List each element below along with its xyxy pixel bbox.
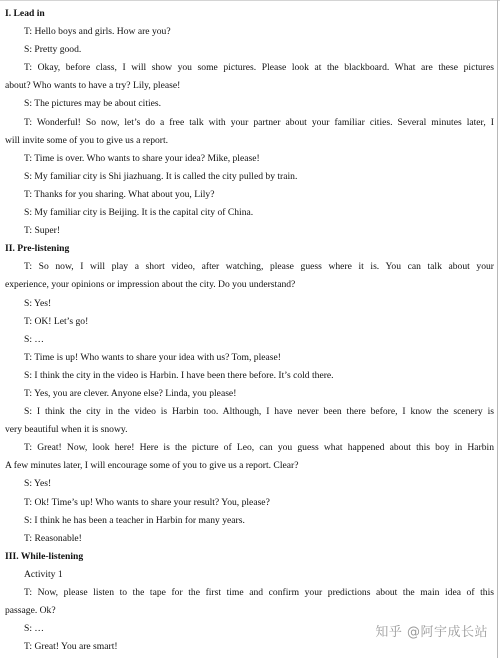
- transcript-line: S: …: [24, 623, 44, 635]
- transcript-line: S: Yes!: [24, 478, 52, 490]
- page-right-border: [497, 0, 498, 658]
- transcript-line: T: Yes, you are clever. Anyone else? Linda, you please!: [24, 387, 237, 399]
- transcript-line: T: Ok! Time’s up! Who wants to share your result? You, please?: [24, 496, 270, 508]
- watermark-text: 知乎 @阿宇成长站: [375, 625, 488, 640]
- transcript-line: will invite some of you to give us a report.: [5, 134, 169, 146]
- transcript-line: S: I think the city in the video is Harbin too. Although, I have never been there before, I know the scenery is: [24, 406, 494, 418]
- transcript-line: S: I think the city in the video is Harbin. I have been there before. It’s cold there.: [24, 369, 334, 381]
- transcript-line: S: The pictures may be about cities.: [24, 98, 162, 110]
- transcript-line: S: My familiar city is Beijing. It is the capital city of China.: [24, 207, 254, 219]
- transcript-line: T: Great! Now, look here! Here is the picture of Leo, can you guess what happened about this boy in Harbin: [24, 442, 494, 454]
- transcript-line: T: So now, I will play a short video, after watching, please guess where it is. You can talk about your: [24, 261, 494, 273]
- transcript-line: T: Okay, before class, I will show you some pictures. Please look at the blackboard. What are these pictures: [24, 62, 494, 74]
- transcript-line: about? Who wants to have a try? Lily, please!: [5, 80, 181, 92]
- section-heading: II. Pre-listening: [5, 243, 70, 255]
- transcript-line: passage. Ok?: [5, 605, 56, 617]
- transcript-line: T: Reasonable!: [24, 532, 82, 544]
- transcript-line: S: Yes!: [24, 297, 52, 309]
- transcript-line: experience, your opinions or impression about the city. Do you understand?: [5, 279, 296, 291]
- transcript-line: T: Super!: [24, 225, 61, 237]
- transcript-line: very beautiful when it is snowy.: [5, 424, 128, 436]
- transcript-line: T: OK! Let’s go!: [24, 315, 89, 327]
- transcript-line: Activity 1: [24, 568, 63, 580]
- transcript-line: T: Thanks for you sharing. What about you, Lily?: [24, 188, 215, 200]
- section-heading: I. Lead in: [5, 8, 45, 19]
- transcript-line: T: Hello boys and girls. How are you?: [24, 26, 171, 38]
- transcript-line: T: Great! You are smart!: [24, 641, 118, 653]
- transcript-line: T: Time is over. Who wants to share your idea? Mike, please!: [24, 152, 260, 164]
- transcript-line: T: Time is up! Who wants to share your idea with us? Tom, please!: [24, 351, 281, 363]
- transcript-line: S: I think he has been a teacher in Harbin for many years.: [24, 514, 245, 526]
- transcript-line: T: Now, please listen to the tape for the first time and confirm your predictions about the main idea of this: [24, 587, 494, 598]
- transcript-line: S: …: [24, 333, 44, 345]
- transcript-line: T: Wonderful! So now, let’s do a free talk with your partner about your familiar cities. Several minutes later, I: [24, 116, 494, 128]
- transcript-line: S: My familiar city is Shi jiazhuang. It is called the city pulled by train.: [24, 170, 298, 182]
- transcript-line: A few minutes later, I will encourage some of you to give us a report. Clear?: [5, 460, 299, 472]
- lesson-transcript: [5, 5, 500, 656]
- section-heading: III. While-listening: [5, 550, 84, 562]
- page-top-border: [0, 0, 500, 1]
- transcript-line: S: Pretty good.: [24, 44, 82, 56]
